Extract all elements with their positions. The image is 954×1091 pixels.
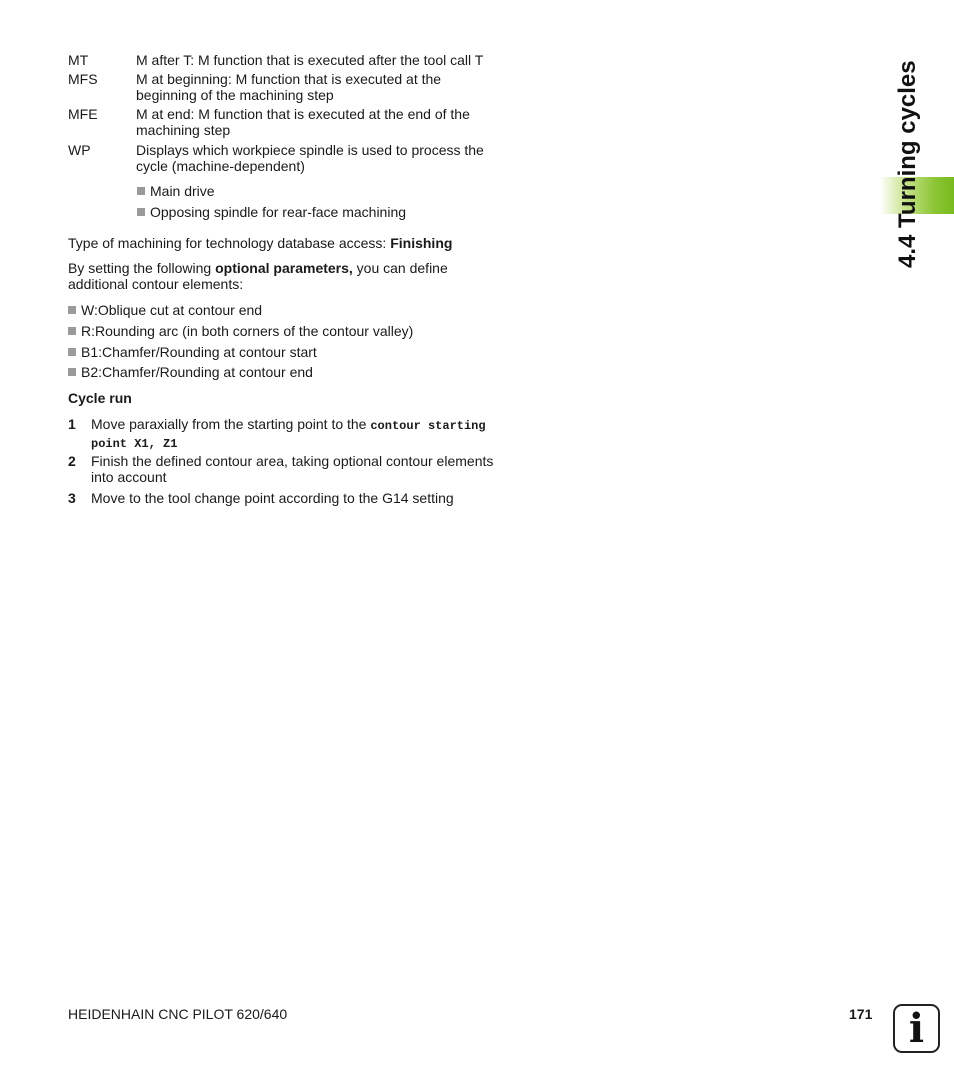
param-desc: Displays which workpiece spindle is used to process the cycle (machine-dependent) xyxy=(136,142,484,174)
param-mfs xyxy=(68,71,518,103)
param-code: MFE xyxy=(68,106,98,122)
list-item: B2:Chamfer/Rounding at contour end xyxy=(68,364,313,380)
step-number: 2 xyxy=(68,453,76,469)
param-mfe xyxy=(68,106,518,138)
step-text: Move to the tool change point according to the G14 setting xyxy=(91,490,454,506)
info-icon: i xyxy=(893,1004,940,1053)
square-bullet-icon xyxy=(68,348,76,356)
section-title: 4.4 Turning cycles xyxy=(894,60,921,268)
list-item: R:Rounding arc (in both corners of the contour valley) xyxy=(68,323,413,339)
param-mt xyxy=(68,52,518,68)
square-bullet-icon xyxy=(68,327,76,335)
square-bullet-icon xyxy=(137,187,145,195)
step-code: contour starting point X1, Z1 xyxy=(91,419,486,451)
cycle-run-heading: Cycle run xyxy=(68,390,132,406)
square-bullet-icon xyxy=(137,208,145,216)
step-number: 1 xyxy=(68,416,76,432)
list-item: Main drive xyxy=(137,183,215,199)
param-desc: M after T: M function that is executed after the tool call T xyxy=(136,52,484,68)
param-code: MT xyxy=(68,52,89,68)
param-wp xyxy=(68,142,518,174)
cycle-step-1 xyxy=(68,416,518,452)
machining-type: Type of machining for technology database access: Finishing xyxy=(68,235,453,251)
param-code: WP xyxy=(68,142,91,158)
square-bullet-icon xyxy=(68,306,76,314)
param-desc: M at beginning: M function that is executed at the beginning of the machining step xyxy=(136,71,442,103)
cycle-step-2 xyxy=(68,453,518,485)
machining-type-value: Finishing xyxy=(390,235,453,251)
optional-params-intro: By setting the following optional parameters, you can define additional contour elements: xyxy=(68,260,448,292)
page-number: 171 xyxy=(849,1006,873,1022)
param-desc: M at end: M function that is executed at the end of the machining step xyxy=(136,106,470,138)
list-item: Opposing spindle for rear-face machining xyxy=(137,204,406,220)
square-bullet-icon xyxy=(68,368,76,376)
cycle-step-3 xyxy=(68,490,518,506)
list-item: B1:Chamfer/Rounding at contour start xyxy=(68,344,317,360)
step-text: Finish the defined contour area, taking optional contour elements into account xyxy=(91,453,494,485)
step-number: 3 xyxy=(68,490,76,506)
list-item: W:Oblique cut at contour end xyxy=(68,302,262,318)
param-code: MFS xyxy=(68,71,98,87)
footer-product: HEIDENHAIN CNC PILOT 620/640 xyxy=(68,1006,288,1022)
step-text: Move paraxially from the starting point to the contour starting point X1, Z1 xyxy=(91,416,486,451)
